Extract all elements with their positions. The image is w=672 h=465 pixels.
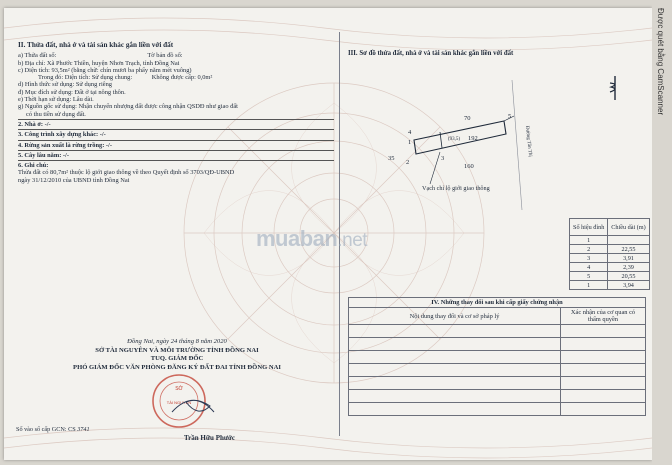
private-use-text: Trong đó: Diện tích: Sử dụng chung: xyxy=(38,74,133,82)
signer-name: Trần Hữu Phước xyxy=(184,434,236,442)
length-table-header-point: Số hiệu đỉnh xyxy=(570,219,608,236)
house-line: 2. Nhà ở: -/- xyxy=(18,120,51,128)
divider-line xyxy=(18,160,334,161)
table-cell xyxy=(561,364,646,377)
issuing-agency: SỞ TÀI NGUYÊN VÀ MÔI TRƯỜNG TỈNH ĐỒNG NAI xyxy=(95,346,259,354)
table-cell xyxy=(349,325,561,338)
table-cell: 3,94 xyxy=(608,281,649,290)
scanner-label: Được quét bằng CamScanner xyxy=(656,8,665,116)
watermark-suffix: .net xyxy=(337,230,368,251)
purpose-line: đ) Mục đích sử dụng: Đất ở tại nông thôn. xyxy=(18,88,126,96)
road-label: Đường Tân Thị xyxy=(524,125,533,158)
parcel-number: 192 xyxy=(468,135,478,142)
divider-line xyxy=(18,150,334,151)
top-neighbor-number: 70 xyxy=(464,115,471,122)
table-cell xyxy=(349,338,561,351)
deputy-title: PHÓ GIÁM ĐỐC VĂN PHÒNG ĐĂNG KÝ ĐẤT ĐAI TỈNH ĐỒNG NAI xyxy=(73,363,281,371)
bottom-neighbor-number: 160 xyxy=(464,163,474,170)
boundary-label: Vạch chỉ lộ giới giao thông xyxy=(422,185,490,192)
section-ii-title: II. Thửa đất, nhà ở và tài sản khác gắn liền với đất xyxy=(18,41,174,49)
road-edge xyxy=(512,80,522,210)
official-seal xyxy=(150,372,216,430)
section-iii-title: III. Sơ đồ thửa đất, nhà ở và tài sản khác gắn liền với đất xyxy=(348,50,514,57)
use-area-line xyxy=(18,74,336,81)
table-cell: 3,91 xyxy=(608,254,649,263)
divider-line xyxy=(18,140,334,141)
parcel-number-label: a) Thửa đất số: xyxy=(18,52,58,60)
gcn-number: 3741 xyxy=(77,426,90,433)
point-1: 1 xyxy=(408,139,412,146)
table-cell: 3 xyxy=(570,254,608,263)
changes-table xyxy=(348,297,646,416)
table-cell xyxy=(561,390,646,403)
watermark-main: muaban xyxy=(256,226,338,251)
notes-heading: 6. Ghi chú: xyxy=(18,162,49,170)
table-cell xyxy=(349,390,561,403)
shared-use-text: Không được cấp: 0,0m² xyxy=(151,74,213,82)
gcn-label: Số vào sổ cấp GCN: CS xyxy=(16,426,76,433)
table-cell xyxy=(608,236,649,245)
table-cell xyxy=(349,377,561,390)
table-cell: 22,55 xyxy=(608,245,649,254)
for-director: TUQ. GIÁM ĐỐC xyxy=(150,355,204,363)
table-cell: 2,39 xyxy=(608,263,649,272)
certificate-page xyxy=(4,8,652,460)
table-cell xyxy=(561,403,646,416)
table-cell: 4 xyxy=(570,263,608,272)
parcel-line xyxy=(18,52,336,59)
svg-text:SỞ: SỞ xyxy=(175,386,183,392)
perennial-line: 5. Cây lâu năm: -/- xyxy=(18,151,69,159)
address-line: b) Địa chỉ: Xã Phước Thiền, huyện Nhơn Trạch, tỉnh Đồng Nai xyxy=(18,59,180,67)
changes-col-confirm: Xác nhận của cơ quan có thẩm quyền xyxy=(561,308,646,325)
point-5: 5 xyxy=(508,113,512,120)
divider-line xyxy=(18,119,334,120)
table-cell: 5 xyxy=(570,272,608,281)
point-2: 2 xyxy=(406,159,410,166)
note-text: Thửa đất có 80,7m² thuộc lộ giới giao thông về theo Quyết định số 3703/QĐ-UBND xyxy=(18,169,235,177)
table-cell xyxy=(349,364,561,377)
parcel-area: (93,5) xyxy=(448,137,461,142)
table-cell: 1 xyxy=(570,281,608,290)
changes-col-content: Nội dung thay đổi và cơ sở pháp lý xyxy=(349,308,561,325)
table-cell: 1 xyxy=(570,236,608,245)
table-cell xyxy=(561,377,646,390)
length-table-header-length: Chiều dài (m) xyxy=(608,219,649,236)
scanner-margin xyxy=(652,0,672,465)
table-cell xyxy=(349,403,561,416)
area-line: c) Diện tích: 93,5m² (bằng chữ: chín mươi ba phẩy năm mét vuông) xyxy=(18,66,192,74)
forest-line: 4. Rừng sản xuất là rừng trồng: -/- xyxy=(18,141,112,149)
note-text-2: ngày 31/12/2010 của UBND tỉnh Đồng Nai xyxy=(18,176,130,184)
length-table xyxy=(569,218,650,290)
table-cell: 20,55 xyxy=(608,272,649,281)
north-arrow-icon xyxy=(607,74,623,102)
map-sheet-label: Tờ bản đồ số: xyxy=(147,52,183,60)
svg-text:TÀI NGUYÊN: TÀI NGUYÊN xyxy=(166,400,192,405)
table-cell xyxy=(561,351,646,364)
table-cell xyxy=(561,325,646,338)
origin-line: g) Nguồn gốc sử dụng: Nhận chuyển nhượng đất được công nhận QSDĐ như giao đất xyxy=(18,103,238,111)
term-line: e) Thời hạn sử dụng: Lâu dài. xyxy=(18,96,94,104)
boundary-leader xyxy=(430,152,440,184)
section-ii xyxy=(18,42,336,184)
signature-block xyxy=(18,338,336,372)
construction-line: 3. Công trình xây dựng khác: -/- xyxy=(18,131,106,139)
watermark xyxy=(256,226,367,252)
ownership-line: d) Hình thức sử dụng: Sử dụng riêng xyxy=(18,81,112,89)
section-iv-title: IV. Những thay đổi sau khi cấp giấy chứng nhận xyxy=(349,298,646,308)
divider-line xyxy=(18,129,334,130)
table-cell: 2 xyxy=(570,245,608,254)
table-cell xyxy=(349,351,561,364)
point-4: 4 xyxy=(408,129,412,136)
left-neighbor-number: 35 xyxy=(388,155,395,162)
point-3: 3 xyxy=(441,155,445,162)
gcn-register xyxy=(16,426,90,433)
table-cell xyxy=(561,338,646,351)
issue-date: Đồng Nai, ngày 24 tháng 8 năm 2020 xyxy=(127,338,227,345)
origin-cont-line: có thu tiền sử dụng đất. xyxy=(26,110,86,118)
parcel-diagram xyxy=(344,60,584,220)
